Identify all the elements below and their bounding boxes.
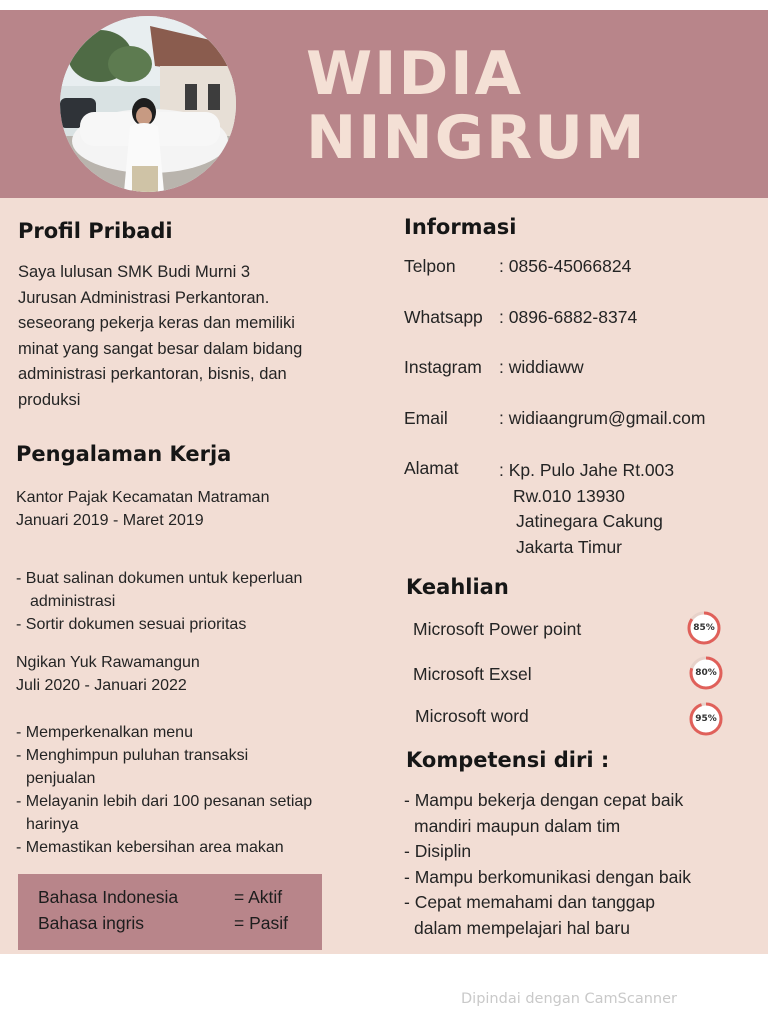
job-company: Kantor Pajak Kecamatan Matraman <box>16 489 270 506</box>
kompetensi-item: - Mampu berkomunikasi dengan baik <box>404 866 691 887</box>
resume-sheet <box>0 10 768 954</box>
profile-photo-illustration <box>60 16 236 192</box>
informasi-heading: Informasi <box>404 215 517 239</box>
skill-gauge <box>685 609 723 647</box>
profil-line: seseorang pekerja keras dan memiliki <box>18 314 295 332</box>
job-duty: - Menghimpun puluhan transaksi <box>16 747 249 764</box>
skill-name: Microsoft Exsel <box>413 664 532 684</box>
profil-line: minat yang sangat besar dalam bidang <box>18 339 303 358</box>
language-name: Bahasa ingris <box>38 913 145 933</box>
job-duty: - Sortir dokumen sesuai prioritas <box>16 616 247 633</box>
job-duty: harinya <box>26 816 79 833</box>
skill-name: Microsoft Power point <box>413 619 582 639</box>
alamat-line: Rw.010 13930 <box>513 485 625 506</box>
email-value: : widiaangrum@gmail.com <box>499 408 706 428</box>
kompetensi-item: dalam mempelajari hal baru <box>414 917 630 938</box>
alamat-line: Jatinegara Cakung <box>516 511 663 531</box>
instagram-label: Instagram <box>404 357 482 377</box>
kompetensi-item: - Disiplin <box>404 841 472 861</box>
job-duty: - Buat salinan dokumen untuk keperluan <box>16 570 303 587</box>
language-row <box>38 887 283 908</box>
job-duty: - Melayanin lebih dari 100 pesanan setiap <box>16 793 313 810</box>
header-banner <box>0 10 768 198</box>
telpon-label: Telpon <box>404 256 456 276</box>
kompetensi-item: - Cepat memahami dan tanggap <box>404 892 655 912</box>
profil-line: administrasi perkantoran, bisnis, dan <box>18 365 287 383</box>
skill-percent: 80% <box>695 668 717 678</box>
language-box <box>18 874 322 950</box>
profil-line: produksi <box>18 390 81 409</box>
profile-photo <box>60 16 236 192</box>
skill-name: Microsoft word <box>415 706 529 726</box>
alamat-line: : Kp. Pulo Jahe Rt.003 <box>499 460 675 480</box>
candidate-name <box>306 39 647 173</box>
job-period: Januari 2019 - Maret 2019 <box>16 512 204 529</box>
job-duty: - Memperkenalkan menu <box>16 724 193 741</box>
last-name: NINGRUM <box>306 103 647 173</box>
job-period: Juli 2020 - Januari 2022 <box>16 677 187 694</box>
alamat-value <box>499 458 674 560</box>
profil-text <box>18 260 302 413</box>
first-name: WIDIA <box>306 39 524 109</box>
profil-line: Saya lulusan SMK Budi Murni 3 <box>18 263 251 281</box>
camscanner-watermark: Dipindai dengan CamScanner <box>461 991 678 1007</box>
alamat-label: Alamat <box>404 458 459 478</box>
pengalaman-heading: Pengalaman Kerja <box>16 442 232 466</box>
alamat-line: Jakarta Timur <box>516 536 622 557</box>
job-2 <box>16 651 200 697</box>
whatsapp-value: : 0896-6882-8374 <box>499 307 638 327</box>
keahlian-heading: Keahlian <box>406 575 509 599</box>
kompetensi-item: mandiri maupun dalam tim <box>414 815 621 836</box>
job-duty: administrasi <box>30 593 116 610</box>
language-row <box>38 913 288 934</box>
job-company: Ngikan Yuk Rawamangun <box>16 654 200 671</box>
job-duty: - Memastikan kebersihan area makan <box>16 839 284 856</box>
whatsapp-label: Whatsapp <box>404 307 483 327</box>
job-2-duties <box>16 721 312 859</box>
language-name: Bahasa Indonesia <box>38 887 179 907</box>
kompetensi-item: - Mampu bekerja dengan cepat baik <box>404 790 684 810</box>
skill-gauge <box>687 654 725 692</box>
email-label: Email <box>404 408 448 428</box>
profil-line: Jurusan Administrasi Perkantoran. <box>18 288 270 307</box>
instagram-value: : widdiaww <box>499 357 584 377</box>
kompetensi-heading: Kompetensi diri : <box>406 748 610 772</box>
language-level: = Aktif <box>234 887 283 907</box>
job-1-duties <box>16 567 302 636</box>
language-level: = Pasif <box>234 913 288 933</box>
kompetensi-list <box>404 788 691 941</box>
skill-gauge <box>687 700 725 738</box>
skill-row <box>413 662 733 692</box>
skill-percent: 95% <box>695 714 717 724</box>
profil-heading: Profil Pribadi <box>18 219 173 243</box>
telpon-value: : 0856-45066824 <box>499 256 632 276</box>
job-1 <box>16 486 269 532</box>
job-duty: penjualan <box>26 770 96 787</box>
skill-percent: 85% <box>693 623 715 633</box>
